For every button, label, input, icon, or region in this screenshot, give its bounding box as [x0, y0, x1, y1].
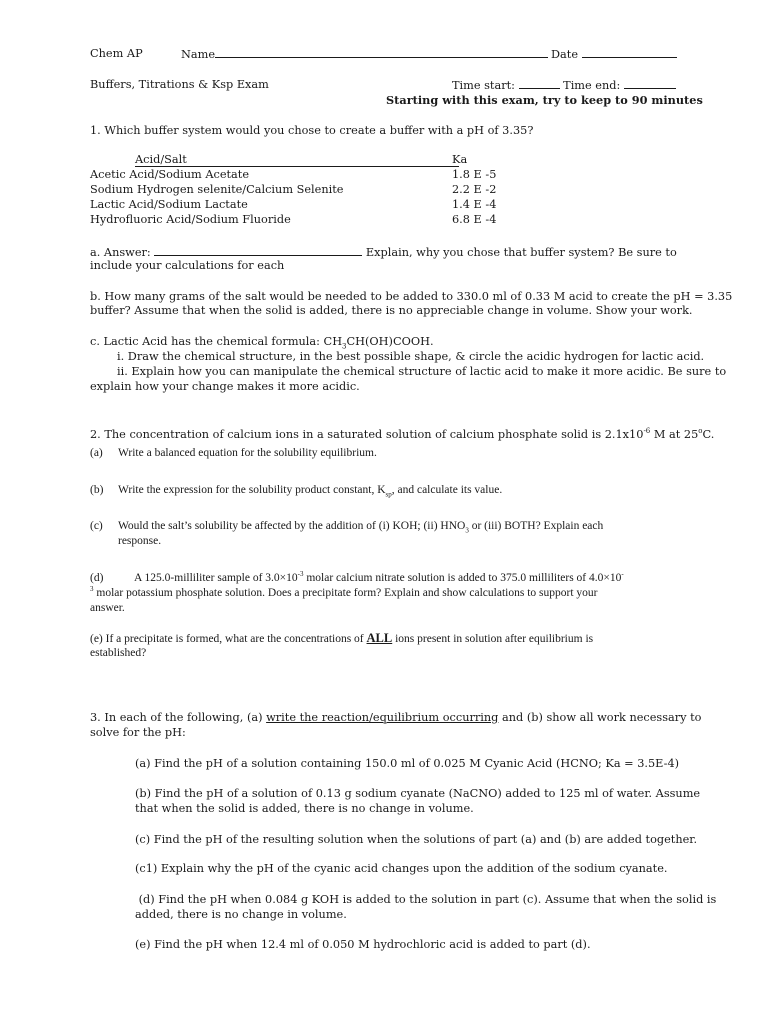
q2e-suffix: ions present in solution after equilibrium is — [392, 633, 594, 645]
q3c1: (c1) Explain why the pH of the cyanic acid changes upon the addition of the sodium cyanate. — [135, 862, 668, 875]
q2c-subscript: 3 — [465, 526, 469, 535]
q2b-prefix: Write the expression for the solubility product constant, K — [118, 484, 386, 496]
q3-intro-line2: solve for the pH: — [90, 726, 186, 739]
q2d-line3: answer. — [90, 602, 125, 614]
q2b-suffix: , and calculate its value. — [391, 484, 503, 496]
q2d-prefix: A 125.0-milliliter sample of 3.0×10 — [134, 572, 298, 584]
time-start-blank[interactable] — [519, 78, 560, 89]
q3a: (a) Find the pH of a solution containing 150.0 ml of 0.025 M Cyanic Acid (HCNO; Ka = 3.5E-4) — [135, 757, 680, 770]
q2b-label: (b) — [90, 484, 104, 496]
q2b-subscript: sp — [385, 490, 392, 499]
q2c-suffix: or (iii) BOTH? Explain each — [468, 520, 604, 532]
q1c-subscript: 3 — [342, 342, 347, 351]
q3-intro-prefix: 3. In each of the following, (a) — [90, 711, 267, 724]
name-field[interactable] — [181, 47, 548, 62]
q3e: (e) Find the pH when 12.4 ml of 0.050 M hydrochloric acid is added to part (d). — [135, 938, 591, 951]
q2-intro-suffix: C. — [702, 428, 715, 441]
time-end-label: Time end: — [563, 79, 621, 92]
q2d-label: (d) — [90, 572, 104, 584]
q2-intro-mid: M at 25 — [650, 428, 699, 441]
q2e-line1 — [90, 631, 593, 646]
table-row-ka: 1.8 E -5 — [452, 168, 497, 181]
q2-intro — [90, 428, 714, 442]
q1a-label: a. Answer: — [90, 246, 151, 259]
q2b-text — [118, 483, 502, 497]
q3-intro — [90, 711, 701, 725]
q1c-i: i. Draw the chemical structure, in the best possible shape, & circle the acidic hydrogen for lactic acid. — [117, 350, 705, 363]
q2d-suffix: molar calcium nitrate solution is added to 375.0 milliliters of 4.0×10 — [303, 572, 622, 584]
q1c-ii-line1: ii. Explain how you can manipulate the chemical structure of lactic acid to make it more acidic. Be sure to — [117, 365, 727, 378]
q3b-line1: (b) Find the pH of a solution of 0.13 g sodium cyanate (NaCNO) added to 125 ml of water. Assume — [135, 787, 701, 800]
q2a-label: (a) — [90, 447, 103, 459]
q1c-suffix: CH(OH)COOH. — [346, 335, 434, 348]
table-row-acid-salt: Lactic Acid/Sodium Lactate — [90, 198, 248, 211]
name-label: Name — [181, 48, 216, 61]
date-field[interactable] — [551, 47, 677, 62]
q2a-text: Write a balanced equation for the solubility equilibrium. — [118, 447, 377, 459]
q2d-exponent-2: - — [621, 570, 624, 579]
q2e-all-emphasis: ALL — [366, 631, 393, 645]
q1b-line2: buffer? Assume that when the solid is added, there is no appreciable change in volume. Show your work. — [90, 304, 693, 317]
q3d-line1: (d) Find the pH when 0.084 g KOH is added to the solution in part (c). Assume that when the solid is — [135, 893, 717, 906]
q2-intro-exponent: -6 — [643, 427, 651, 436]
q1-prompt: 1. Which buffer system would you chose to create a buffer with a pH of 3.35? — [90, 124, 534, 137]
q1a-answer-line[interactable] — [90, 245, 677, 260]
course-label: Chem AP — [90, 47, 143, 60]
q3b-line2: that when the solid is added, there is no change in volume. — [135, 802, 474, 815]
q1c-ii-line2: explain how your change makes it more acidic. — [90, 380, 360, 393]
table-row-ka: 2.2 E -2 — [452, 183, 497, 196]
q2c-line2: response. — [118, 535, 162, 547]
table-row-acid-salt: Sodium Hydrogen selenite/Calcium Selenite — [90, 183, 344, 196]
q1b-line1: b. How many grams of the salt would be needed to be added to 330.0 ml of 0.33 M acid to create the pH = 3.35 — [90, 290, 733, 303]
q2d-line1 — [134, 571, 624, 585]
q2d-exponent-1: -3 — [297, 570, 304, 579]
q3d-line2: added, there is no change in volume. — [135, 908, 347, 921]
q1c-prefix: c. Lactic Acid has the chemical formula: CH — [90, 335, 343, 348]
time-instruction: Starting with this exam, try to keep to 90 minutes — [386, 93, 703, 107]
q3c: (c) Find the pH of the resulting solution when the solutions of part (a) and (b) are added together. — [135, 833, 698, 846]
q2d-exponent-3: 3 — [90, 585, 94, 594]
table-row-acid-salt: Acetic Acid/Sodium Acetate — [90, 168, 250, 181]
q2c-line1 — [118, 519, 603, 533]
table-row-acid-salt: Hydrofluoric Acid/Sodium Fluoride — [90, 213, 291, 226]
table-header-ka: Ka — [452, 153, 468, 166]
time-end-blank[interactable] — [624, 78, 676, 89]
q2e-line2: established? — [90, 647, 147, 659]
table-header-acid-salt: Acid/Salt — [135, 153, 459, 167]
table-row-ka: 1.4 E -4 — [452, 198, 497, 211]
date-blank[interactable] — [582, 47, 677, 58]
q1a-answer-blank[interactable] — [154, 245, 362, 256]
q2c-label: (c) — [90, 520, 103, 532]
table-row-ka: 6.8 E -4 — [452, 213, 497, 226]
q3-intro-suffix: and (b) show all work necessary to — [498, 711, 702, 724]
q2c-prefix: Would the salt’s solubility be affected by the addition of (i) KOH; (ii) HNO — [118, 520, 466, 532]
q2e-prefix: (e) If a precipitate is formed, what are the concentrations of — [90, 633, 367, 645]
exam-title: Buffers, Titrations & Ksp Exam — [90, 78, 269, 91]
q1a-line2: include your calculations for each — [90, 259, 285, 272]
q1a-explain: Explain, why you chose that buffer system? Be sure to — [365, 246, 677, 259]
date-label: Date — [551, 48, 579, 61]
time-start-label: Time start: — [452, 79, 515, 92]
q2-degree: o — [698, 427, 703, 436]
time-fields[interactable] — [452, 78, 676, 93]
q2d-line2-text: molar potassium phosphate solution. Does a precipitate form? Explain and show calculations to support your — [93, 587, 598, 599]
name-blank[interactable] — [215, 47, 548, 58]
q2-intro-prefix: 2. The concentration of calcium ions in a saturated solution of calcium phosphate solid is 2.1x10 — [90, 428, 644, 441]
q1c-formula-line — [90, 335, 434, 349]
q3-intro-underlined: write the reaction/equilibrium occurring — [266, 711, 499, 724]
q2d-line2 — [90, 586, 597, 600]
